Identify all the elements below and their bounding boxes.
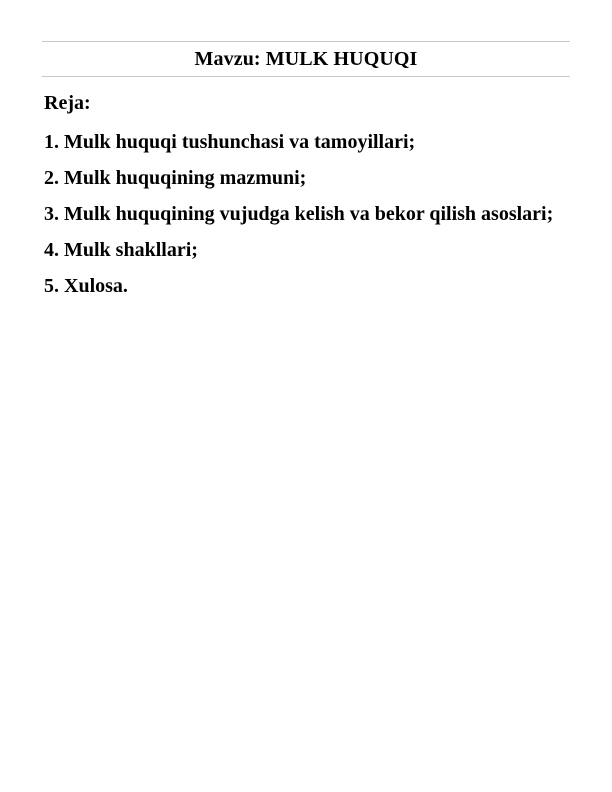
plan-section	[44, 91, 568, 309]
document-title: Mavzu: MULK HUQUQI	[194, 48, 418, 70]
plan-item-4: 4. Mulk shakllari;	[44, 239, 198, 261]
title-bar	[42, 41, 570, 77]
plan-item-2: 2. Mulk huquqining mazmuni;	[44, 167, 307, 189]
plan-item-5: 5. Xulosa.	[44, 275, 128, 297]
plan-heading: Reja:	[44, 92, 91, 114]
plan-item-3: 3. Mulk huquqining vujudga kelish va bekor qilish asoslari;	[44, 203, 554, 225]
plan-item-1: 1. Mulk huquqi tushunchasi va tamoyillari;	[44, 131, 416, 153]
